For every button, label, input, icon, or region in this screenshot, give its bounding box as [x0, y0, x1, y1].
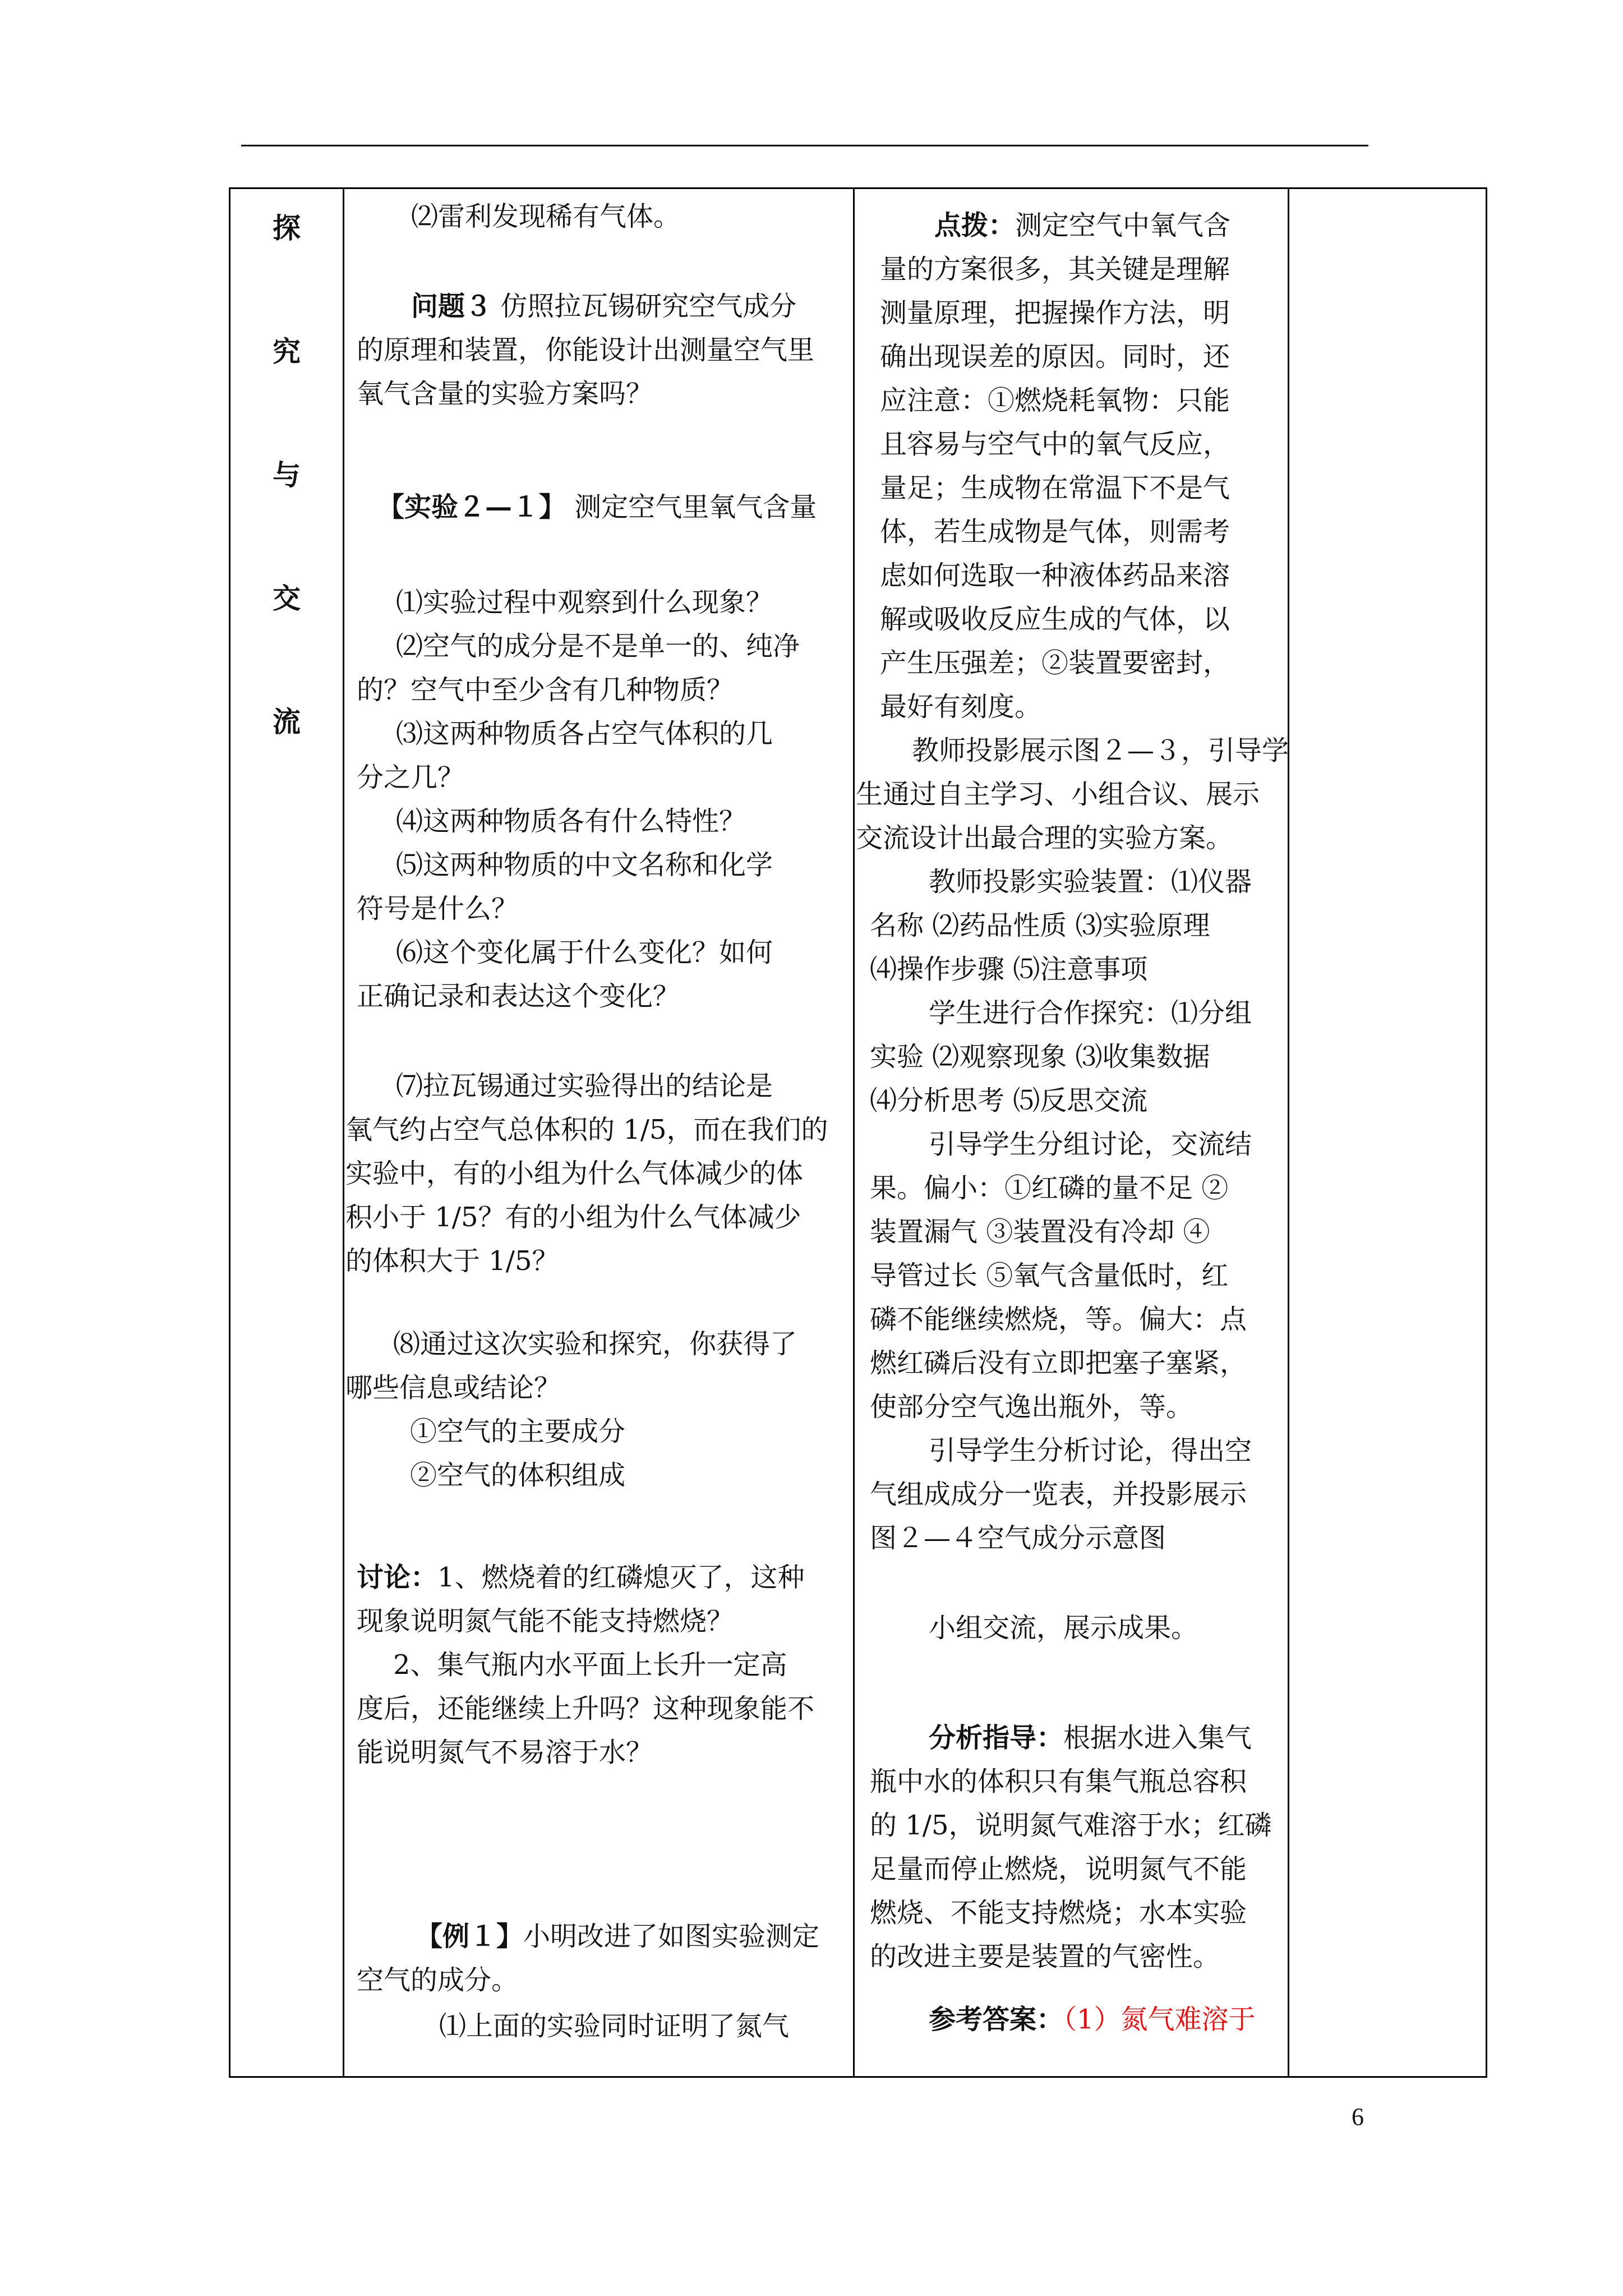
text-line: ⑷这两种物质各有什么特性？: [396, 806, 746, 837]
category-char-3: 与: [273, 459, 301, 491]
text-line: 气组成成分一览表，并投影展示: [870, 1479, 1247, 1510]
column-divider-3: [1288, 189, 1289, 2076]
lesson-table: [229, 187, 1487, 2078]
text-line: ⑺拉瓦锡通过实验得出的结论是: [396, 1070, 773, 1102]
text-line: 生通过自主学习、小组合议、展示: [856, 779, 1260, 810]
text-line: ②空气的体积组成: [410, 1460, 626, 1491]
text-line: 度后，还能继续上升吗？这种现象能不: [357, 1693, 815, 1724]
experiment-label: 【实验２—１】: [377, 491, 566, 523]
analysis-label: 分析指导：: [929, 1722, 1064, 1754]
text-line: 的体积大于 1/5？: [345, 1245, 559, 1277]
text-line: 哪些信息或结论？: [345, 1372, 561, 1404]
text-line: 教师投影展示图２—３，引导学: [912, 735, 1289, 766]
category-char-4: 交: [273, 582, 301, 615]
experiment-heading: 【实验２—１】 测定空气里氧气含量: [377, 491, 817, 523]
text-line: 学生进行合作探究：⑴分组: [929, 997, 1252, 1029]
text-line: ⑵雷利发现稀有气体。: [411, 201, 681, 232]
text-line: 图２—４空气成分示意图: [870, 1522, 1166, 1554]
text-line: 空气的成分。: [357, 1964, 519, 1996]
text-line: ⑹这个变化属于什么变化？如何: [396, 937, 773, 968]
text-line: 实验中，有的小组为什么气体减少的体: [345, 1158, 804, 1189]
text-line: 的原理和装置，你能设计出测量空气里: [357, 334, 815, 366]
text-line: 的？空气中至少含有几种物质？: [357, 674, 734, 706]
answer-line: [929, 1998, 1256, 2041]
text-line: 积小于 1/5？有的小组为什么气体减少: [345, 1202, 801, 1233]
text-line: ⑸这两种物质的中文名称和化学: [396, 849, 773, 881]
text-line: 应注意：①燃烧耗氧物：只能: [880, 385, 1230, 416]
text-line: 解或吸收反应生成的气体，以: [880, 604, 1230, 635]
text-line: 现象说明氮气能不能支持燃烧？: [357, 1605, 734, 1637]
text-line: ⑻通过这次实验和探究，你获得了: [393, 1328, 797, 1360]
discussion-line-1: 讨论：1、燃烧着的红磷熄灭了，这种: [357, 1562, 805, 1593]
text-line: 名称 ⑵药品性质 ⑶实验原理: [870, 910, 1210, 941]
text-line: 符号是什么？: [357, 893, 519, 924]
column-divider-1: [343, 189, 344, 2076]
text-line: 能说明氮气不易溶于水？: [357, 1737, 653, 1768]
text-line: ⑶这两种物质各占空气体积的几: [396, 718, 773, 749]
text-line: 正确记录和表达这个变化？: [357, 981, 680, 1012]
text-line: 2、集气瓶内水平面上长升一定高: [393, 1649, 787, 1681]
category-char-1: 探: [273, 212, 301, 245]
question-3-line-1: 问题３ 仿照拉瓦锡研究空气成分: [411, 291, 797, 322]
text-line: 分之几？: [357, 762, 465, 793]
text-line: 燃烧、不能支持燃烧；水本实验: [870, 1897, 1247, 1929]
text-line: 确出现误差的原因。同时，还: [880, 341, 1230, 372]
header-rule: [241, 145, 1368, 146]
text-line: 引导学生分组讨论，交流结: [929, 1129, 1252, 1160]
page-number: 6: [1352, 2103, 1364, 2131]
text-line: 燃红磷后没有立即把塞子塞紧，: [870, 1347, 1247, 1379]
column-divider-2: [853, 189, 855, 2076]
text-line: 使部分空气逸出瓶外，等。: [870, 1391, 1193, 1423]
answer-label: 参考答案：: [929, 2004, 1064, 2035]
text-line: 实验 ⑵观察现象 ⑶收集数据: [870, 1041, 1210, 1073]
answer-text: （1）氮气难溶于: [1063, 2004, 1256, 2035]
text-line: ⑵空气的成分是不是单一的、纯净: [396, 631, 800, 662]
text-line: 体，若生成物是气体，则需考: [880, 516, 1230, 547]
text-line: 教师投影实验装置：⑴仪器: [929, 866, 1252, 898]
tip-line-1: 点拨：测定空气中氧气含: [934, 210, 1231, 241]
text-line: 最好有刻度。: [880, 691, 1042, 723]
example-line-1: 【例１】小明改进了如图实验测定: [416, 1921, 820, 1952]
question-3-label: 问题３: [411, 291, 492, 322]
text-line: 交流设计出最合理的实验方案。: [856, 822, 1233, 854]
category-char-5: 流: [273, 706, 301, 738]
text-line: 小组交流，展示成果。: [929, 1612, 1198, 1644]
text-line: 虑如何选取一种液体药品来溶: [880, 560, 1230, 591]
text-line: ⑴上面的实验同时证明了氮气: [439, 2010, 790, 2042]
text-line: 氧气约占空气总体积的 1/5，而在我们的: [345, 1114, 828, 1145]
text-line: 量足；生成物在常温下不是气: [880, 472, 1230, 504]
text-line: 的 1/5，说明氮气难溶于水；红磷: [870, 1810, 1272, 1841]
text-line: 足量而停止燃烧，说明氮气不能: [870, 1853, 1247, 1885]
text-line: 磷不能继续燃烧，等。偏大：点: [870, 1304, 1247, 1335]
category-char-2: 究: [273, 335, 301, 368]
text-line: ⑷分析思考 ⑸反思交流: [870, 1085, 1148, 1116]
text-line: ⑷操作步骤 ⑸注意事项: [870, 954, 1148, 985]
text-line: ①空气的主要成分: [410, 1416, 626, 1447]
discussion-label: 讨论：: [357, 1562, 438, 1593]
text-line: 量的方案很多，其关键是理解: [880, 254, 1230, 285]
text-line: 果。偏小：①红磷的量不足 ②: [870, 1172, 1229, 1204]
text-line: 装置漏气 ③装置没有冷却 ④: [870, 1216, 1210, 1248]
text-line: 引导学生分析讨论，得出空: [929, 1435, 1252, 1466]
tip-label: 点拨：: [934, 210, 1016, 241]
text-line: 且容易与空气中的氧气反应，: [880, 429, 1230, 460]
text-line: 瓶中水的体积只有集气瓶总容积: [870, 1766, 1247, 1797]
text-line: 测量原理，把握操作方法，明: [880, 297, 1230, 329]
text-line: 产生压强差；②装置要密封，: [880, 647, 1230, 679]
example-label: 【例１】: [416, 1921, 524, 1952]
analysis-line-1: 分析指导：根据水进入集气: [929, 1722, 1252, 1754]
text-line: ⑴实验过程中观察到什么现象？: [396, 587, 773, 618]
text-line: 的改进主要是装置的气密性。: [870, 1941, 1220, 1972]
text-line: 氧气含量的实验方案吗？: [357, 378, 653, 409]
text-line: 导管过长 ⑤氧气含量低时，红: [870, 1260, 1229, 1291]
